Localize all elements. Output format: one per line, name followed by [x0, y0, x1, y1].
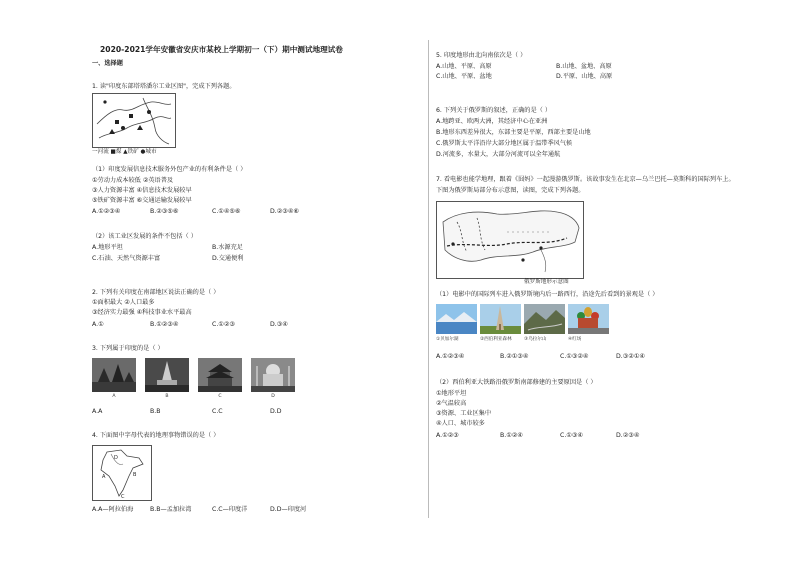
q4-map-letter: B	[133, 472, 137, 478]
q2-answer-a[interactable]: A.①	[92, 321, 104, 328]
q3-stem: 3. 下列属于印度的是（ ）	[92, 345, 164, 352]
q7-sub2-answer-a[interactable]: A.①②③	[436, 432, 459, 439]
q5-answer-b[interactable]: B.山地、盆地、高原	[556, 63, 612, 70]
q6-stem: 6. 下列关于俄罗斯的叙述，正确的是（ ）	[436, 107, 552, 114]
q4-map-letter: C	[121, 494, 125, 500]
q1-sub2-answer-d[interactable]: D.交通便利	[212, 255, 244, 262]
q7-photo-siberian-forest[interactable]	[480, 304, 521, 334]
q7-photo-label: ①贝加尔湖	[436, 337, 459, 342]
column-divider	[428, 40, 429, 518]
page-title: 2020-2021学年安徽省安庆市某校上学期初一（下）期中测试地理试卷	[100, 45, 343, 54]
q7-sub1-answer-a[interactable]: A.①②③④	[436, 353, 465, 360]
q7-sub2-option-line: ③资源、工业区集中	[436, 410, 492, 417]
q3-answer-b[interactable]: B.B	[150, 408, 161, 415]
q1-sub1-option-line: ⑤铁矿资源丰富 ⑥交通运输发展较早	[92, 197, 192, 204]
q3-photo-b[interactable]	[145, 358, 189, 392]
q4-answer-d[interactable]: D.D—印度河	[270, 506, 307, 513]
q7-sub2-option-line: ④人口、城市较多	[436, 420, 485, 427]
q2-option-line: ①面积最大 ②人口最多	[92, 299, 155, 306]
q7-sub2-answer-d[interactable]: D.②③④	[616, 432, 640, 439]
q3-photo-label: B	[165, 394, 169, 399]
q1-sub1-option-line: ③人力资源丰富 ④信息技术发展较早	[92, 187, 192, 194]
q4-map-letter: A	[102, 474, 106, 480]
q5-stem: 5. 印度地形由北向南依次是（ ）	[436, 52, 527, 59]
q7-map-caption: 俄罗斯地形示意图	[524, 279, 569, 285]
q1-sub1-answer-b[interactable]: B.②③⑤⑥	[150, 208, 179, 215]
q4-stem: 4. 下面图中字母代表的地理事物错误的是（ ）	[92, 432, 220, 439]
q3-photo-label: C	[218, 394, 222, 399]
q1-sub2-stem: （2）该工业区发展的条件不包括（ ）	[92, 233, 197, 240]
q7-sub2-answer-b[interactable]: B.①②④	[500, 432, 523, 439]
q3-photo-d[interactable]	[251, 358, 295, 392]
q2-stem: 2. 下列有关印度在南部地区说法正确的是（ ）	[92, 289, 220, 296]
q3-answer-c[interactable]: C.C	[212, 408, 223, 415]
q7-sub1-answer-c[interactable]: C.①③②④	[560, 353, 589, 360]
q2-option-line: ③经济实力最强 ④科技事业水平最高	[92, 309, 192, 316]
q5-answer-c[interactable]: C.山地、平原、盆地	[436, 73, 492, 80]
india-outline-map	[93, 446, 151, 500]
q6-answer-a[interactable]: A.地跨亚、欧两大洲，其经济中心在亚洲	[436, 118, 548, 125]
q7-sub2-option-line: ②气温较高	[436, 400, 467, 407]
q1-sub1-answer-d[interactable]: D.②③④⑥	[270, 208, 299, 215]
q3-photo-c[interactable]	[198, 358, 242, 392]
q7-stem-line: 7. 看电影也能学地理，跟着《囧妈》一起漫游俄罗斯。该故事发生在北京—乌兰巴托—莫斯科的国际列车上。	[436, 176, 735, 183]
q5-answer-d[interactable]: D.平原、山地、高原	[556, 73, 613, 80]
q7-photo-ural[interactable]	[524, 304, 565, 334]
q7-photo-baikal[interactable]	[436, 304, 477, 334]
q1-sub1-answer-a[interactable]: A.①②③④	[92, 208, 121, 215]
q1-sub1-answer-c[interactable]: C.①④⑤⑥	[212, 208, 241, 215]
q1-sub1-stem: （1）印度发展信息技术服务外包产业的有利条件是（ ）	[92, 166, 247, 173]
q7-sub2-stem: （2）西伯利亚大铁路沿俄罗斯南部修建的主要原因是（ ）	[436, 379, 597, 386]
q1-sub1-option-line: ①劳动力成本较低 ②英语普及	[92, 177, 174, 184]
q1-stem: 1. 读"印度东部塔塔潘尔工业区图"，完成下列各题。	[92, 83, 236, 90]
q7-sub2-answer-c[interactable]: C.①③④	[560, 432, 583, 439]
q1-map	[92, 93, 176, 148]
q7-photo-label: ③乌拉尔山	[524, 337, 547, 342]
q1-sub2-answer-a[interactable]: A.地形平坦	[92, 244, 123, 251]
russia-railway-map	[437, 202, 583, 278]
q1-sub2-answer-b[interactable]: B.水源充足	[212, 244, 243, 251]
q3-answer-a[interactable]: A.A	[92, 408, 103, 415]
section-heading: 一、选择题	[92, 60, 123, 67]
q4-map-letter: D	[114, 455, 118, 461]
q4-answer-c[interactable]: C.C—印度洋	[212, 506, 248, 513]
q6-answer-c[interactable]: C.俄罗斯太平洋沿岸大部分地区属于温带季风气候	[436, 140, 573, 147]
q7-sub2-option-line: ①地形平坦	[436, 390, 467, 397]
q1-map-legend: 一河流 ■煤 ▲铁矿 ●城市	[92, 149, 157, 155]
q6-answer-b[interactable]: B.地形东西差异很大，东部主要是平原，西部主要是山地	[436, 129, 591, 136]
q4-india-map	[92, 445, 152, 501]
q7-sub1-answer-b[interactable]: B.②①③④	[500, 353, 529, 360]
q7-sub1-stem: （1）电影中的国际列车进入俄罗斯境内后一路西行，沿途先后看到的景观是（ ）	[436, 291, 659, 298]
q7-sub1-answer-d[interactable]: D.③②①④	[616, 353, 645, 360]
q3-answer-d[interactable]: D.D	[270, 408, 282, 415]
q3-photo-a[interactable]	[92, 358, 136, 392]
q2-answer-b[interactable]: B.①②③④	[150, 321, 179, 328]
q7-photo-red-square[interactable]	[568, 304, 609, 334]
q1-sub2-answer-c[interactable]: C.石油、天然气资源丰富	[92, 255, 161, 262]
q2-answer-d[interactable]: D.③④	[270, 321, 288, 328]
q4-answer-a[interactable]: A.A—阿拉伯海	[92, 506, 134, 513]
q3-photo-label: A	[112, 394, 116, 399]
q5-answer-a[interactable]: A.山地、平原、高原	[436, 63, 492, 70]
q7-stem-line: 下图为俄罗斯局部分布示意图，读图，完成下列各题。	[436, 187, 585, 194]
q6-answer-d[interactable]: D.河流多，水量大，大部分河流可以全年通航	[436, 151, 561, 158]
industrial-region-map	[93, 94, 175, 147]
q7-photo-label: ②西伯利亚森林	[480, 337, 512, 342]
q7-russia-map	[436, 201, 584, 279]
q4-answer-b[interactable]: B.B—孟加拉湾	[150, 506, 192, 513]
q7-photo-label: ④红场	[568, 337, 582, 342]
q2-answer-c[interactable]: C.①②③	[212, 321, 235, 328]
q3-photo-label: D	[271, 394, 275, 399]
